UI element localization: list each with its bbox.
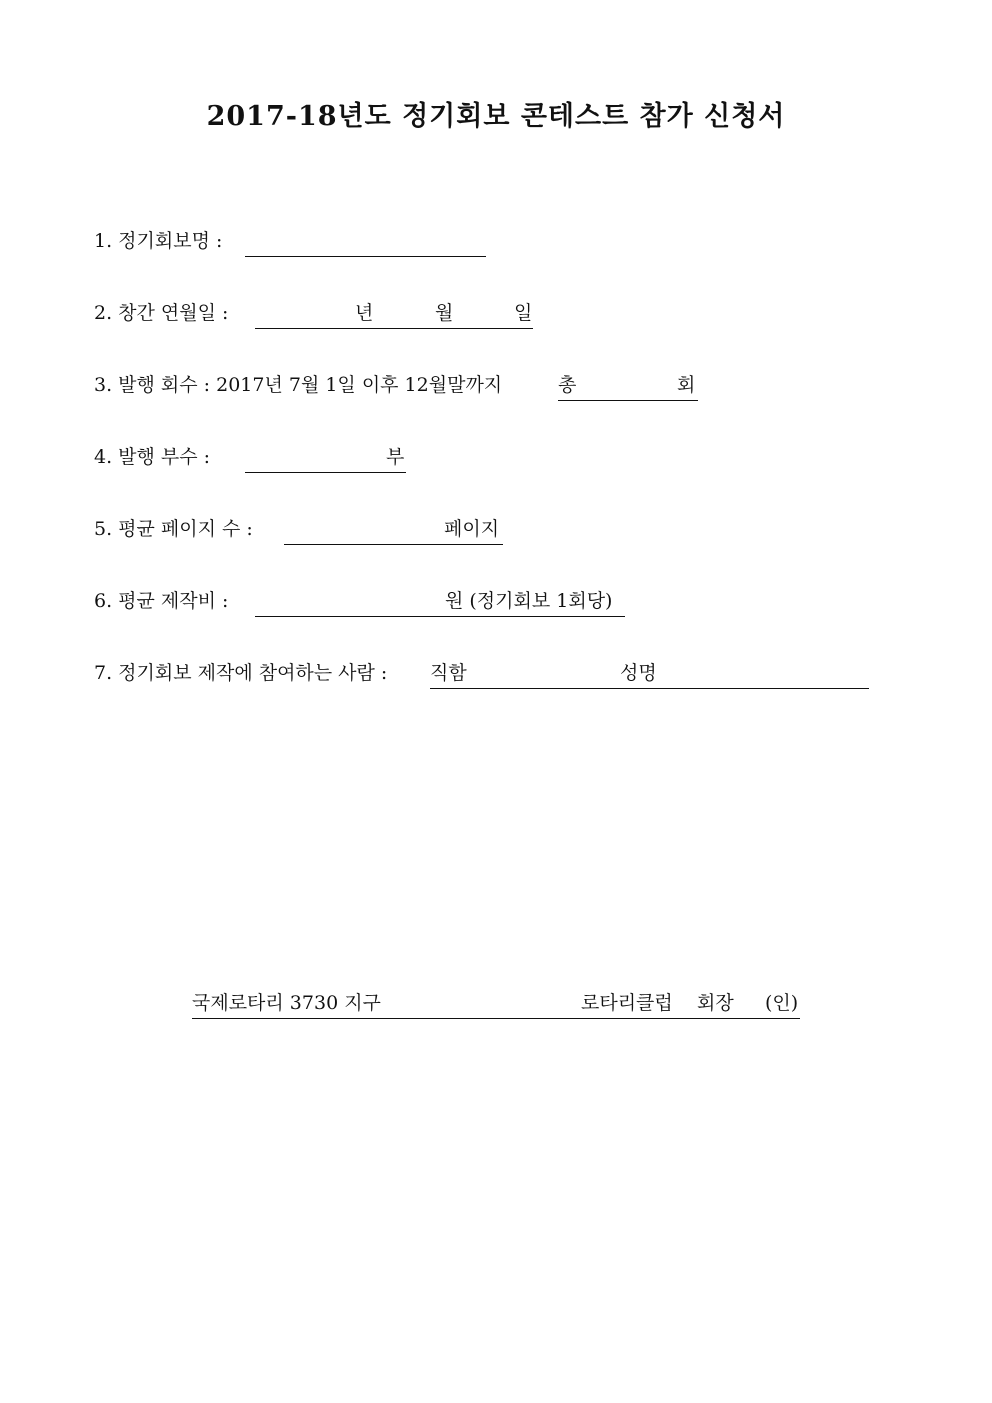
total-prefix: 총 bbox=[558, 374, 577, 396]
item-label: 3. 발행 회수 : 2017년 7월 1일 이후 12월말까지 bbox=[94, 374, 503, 396]
average-cost-field[interactable] bbox=[255, 586, 625, 617]
item-founding-date bbox=[94, 298, 544, 328]
participants-field[interactable] bbox=[430, 658, 869, 689]
item-participants bbox=[94, 658, 874, 688]
item-label: 2. 창간 연월일 : bbox=[94, 302, 229, 324]
item-label: 7. 정기회보 제작에 참여하는 사람 : bbox=[94, 662, 388, 684]
item-issue-count bbox=[94, 370, 704, 400]
form-title: 2017-18년도 정기회보 콘테스트 참가 신청서 bbox=[206, 101, 786, 132]
item-label: 4. 발행 부수 : bbox=[94, 446, 211, 468]
issue-unit: 회 bbox=[677, 374, 696, 396]
copies-field[interactable] bbox=[245, 442, 406, 473]
signature-line[interactable] bbox=[192, 988, 800, 1019]
item-copies bbox=[94, 442, 414, 472]
district-text: 국제로타리 3730 지구 bbox=[192, 992, 381, 1014]
cost-unit: 원 (정기회보 1회당) bbox=[445, 590, 613, 612]
name-label: 성명 bbox=[620, 662, 657, 684]
year-unit: 년 bbox=[355, 302, 374, 324]
copies-unit: 부 bbox=[386, 446, 405, 468]
item-label: 5. 평균 페이지 수 : bbox=[94, 518, 253, 540]
issue-count-field[interactable] bbox=[558, 370, 698, 401]
bulletin-name-field[interactable] bbox=[245, 226, 486, 257]
founding-date-field[interactable] bbox=[255, 298, 533, 329]
item-average-pages bbox=[94, 514, 514, 544]
item-average-cost bbox=[94, 586, 634, 616]
item-label: 6. 평균 제작비 : bbox=[94, 590, 229, 612]
day-unit: 일 bbox=[514, 302, 533, 324]
club-text: 로타리클럽 bbox=[581, 992, 673, 1014]
month-unit: 월 bbox=[435, 302, 454, 324]
item-label: 1. 정기회보명 : bbox=[94, 230, 223, 252]
position-label: 직함 bbox=[430, 662, 467, 684]
president-text: 회장 bbox=[697, 992, 734, 1014]
pages-unit: 페이지 bbox=[444, 518, 500, 540]
average-pages-field[interactable] bbox=[284, 514, 503, 545]
seal-text: (인) bbox=[765, 992, 799, 1014]
item-bulletin-name bbox=[94, 226, 494, 256]
